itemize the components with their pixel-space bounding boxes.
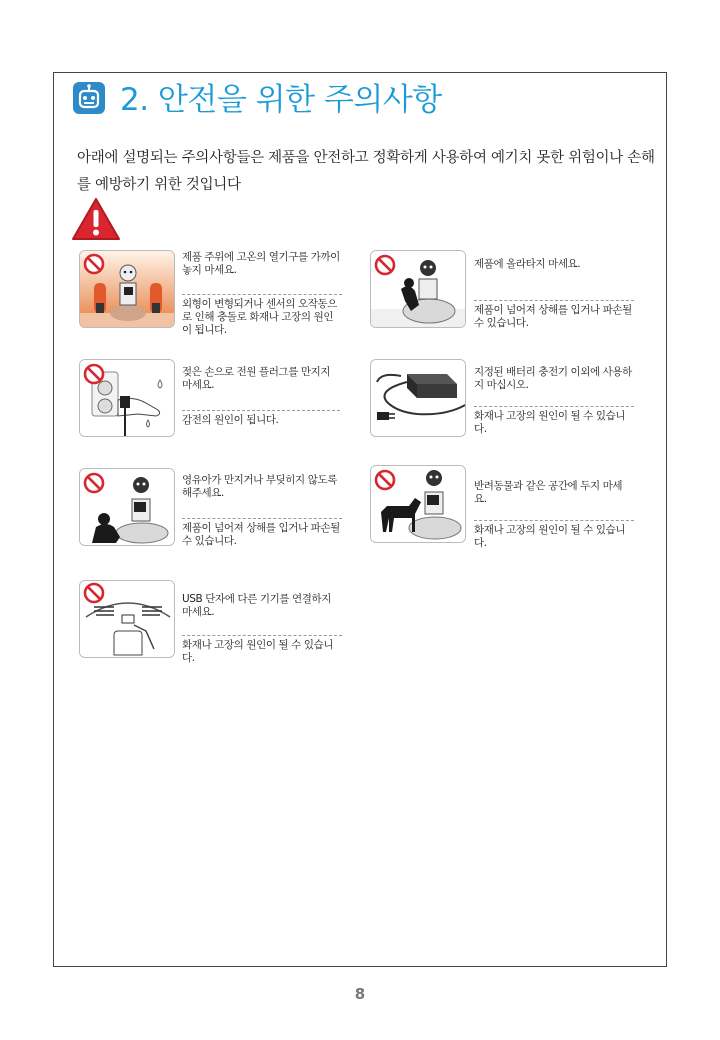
caution-text: USB 단자에 다른 기기를 연결하지 마세요. (182, 593, 332, 618)
caution-image-wet-hands (79, 359, 175, 437)
caution-text: 반려동물과 같은 공간에 두지 마세요. (474, 480, 623, 505)
caution-image-infant (79, 468, 175, 546)
caution-note: 제품이 넘어져 상해를 입거나 파손될 수 있습니다. (474, 300, 634, 330)
caution-text: 제품 주위에 고온의 열기구를 가까이 놓지 마세요. (182, 251, 340, 276)
page-title: 2. 안전을 위한 주의사항 (120, 82, 442, 118)
robot-icon (73, 82, 105, 114)
caution-image-climbing (370, 250, 466, 328)
caution-image-charger (370, 359, 466, 437)
caution-note: 화재나 고장의 원인이 될 수 있습니다. (474, 520, 634, 550)
caution-image-pet (370, 465, 466, 543)
prohibited-icon (374, 469, 396, 491)
caution-text: 영유아가 만지거나 부딪히지 않도록 해주세요. (182, 474, 337, 499)
page-number: 8 (354, 985, 366, 1003)
prohibited-icon (83, 472, 105, 494)
caution-image-usb (79, 580, 175, 658)
caution-note: 외형이 변형되거나 센서의 오작동으로 인해 충돌로 화재나 고장의 원인이 됩니다. (182, 294, 342, 337)
caution-note: 제품이 넘어져 상해를 입거나 파손될 수 있습니다. (182, 518, 342, 548)
caution-note: 화재나 고장의 원인이 될 수 있습니다. (474, 406, 634, 436)
prohibited-icon (83, 582, 105, 604)
caution-note: 화재나 고장의 원인이 될 수 있습니다. (182, 635, 342, 665)
warning-triangle-icon (70, 196, 122, 242)
caution-note: 감전의 원인이 됩니다. (182, 410, 340, 427)
intro-paragraph: 아래에 설명되는 주의사항들은 제품을 안전하고 정확하게 사용하여 예기치 못한 위험이나 손해를 예방하기 위한 것입니다 (77, 150, 655, 193)
prohibited-icon (374, 254, 396, 276)
prohibited-icon (83, 363, 105, 385)
caution-text: 제품에 올라타지 마세요. (474, 258, 581, 270)
caution-text: 젖은 손으로 전원 플러그를 만지지 마세요. (182, 366, 331, 391)
caution-image-heater (79, 250, 175, 328)
prohibited-icon (83, 253, 105, 275)
caution-text: 지정된 배터리 충전기 이외에 사용하지 마십시오. (474, 366, 632, 391)
